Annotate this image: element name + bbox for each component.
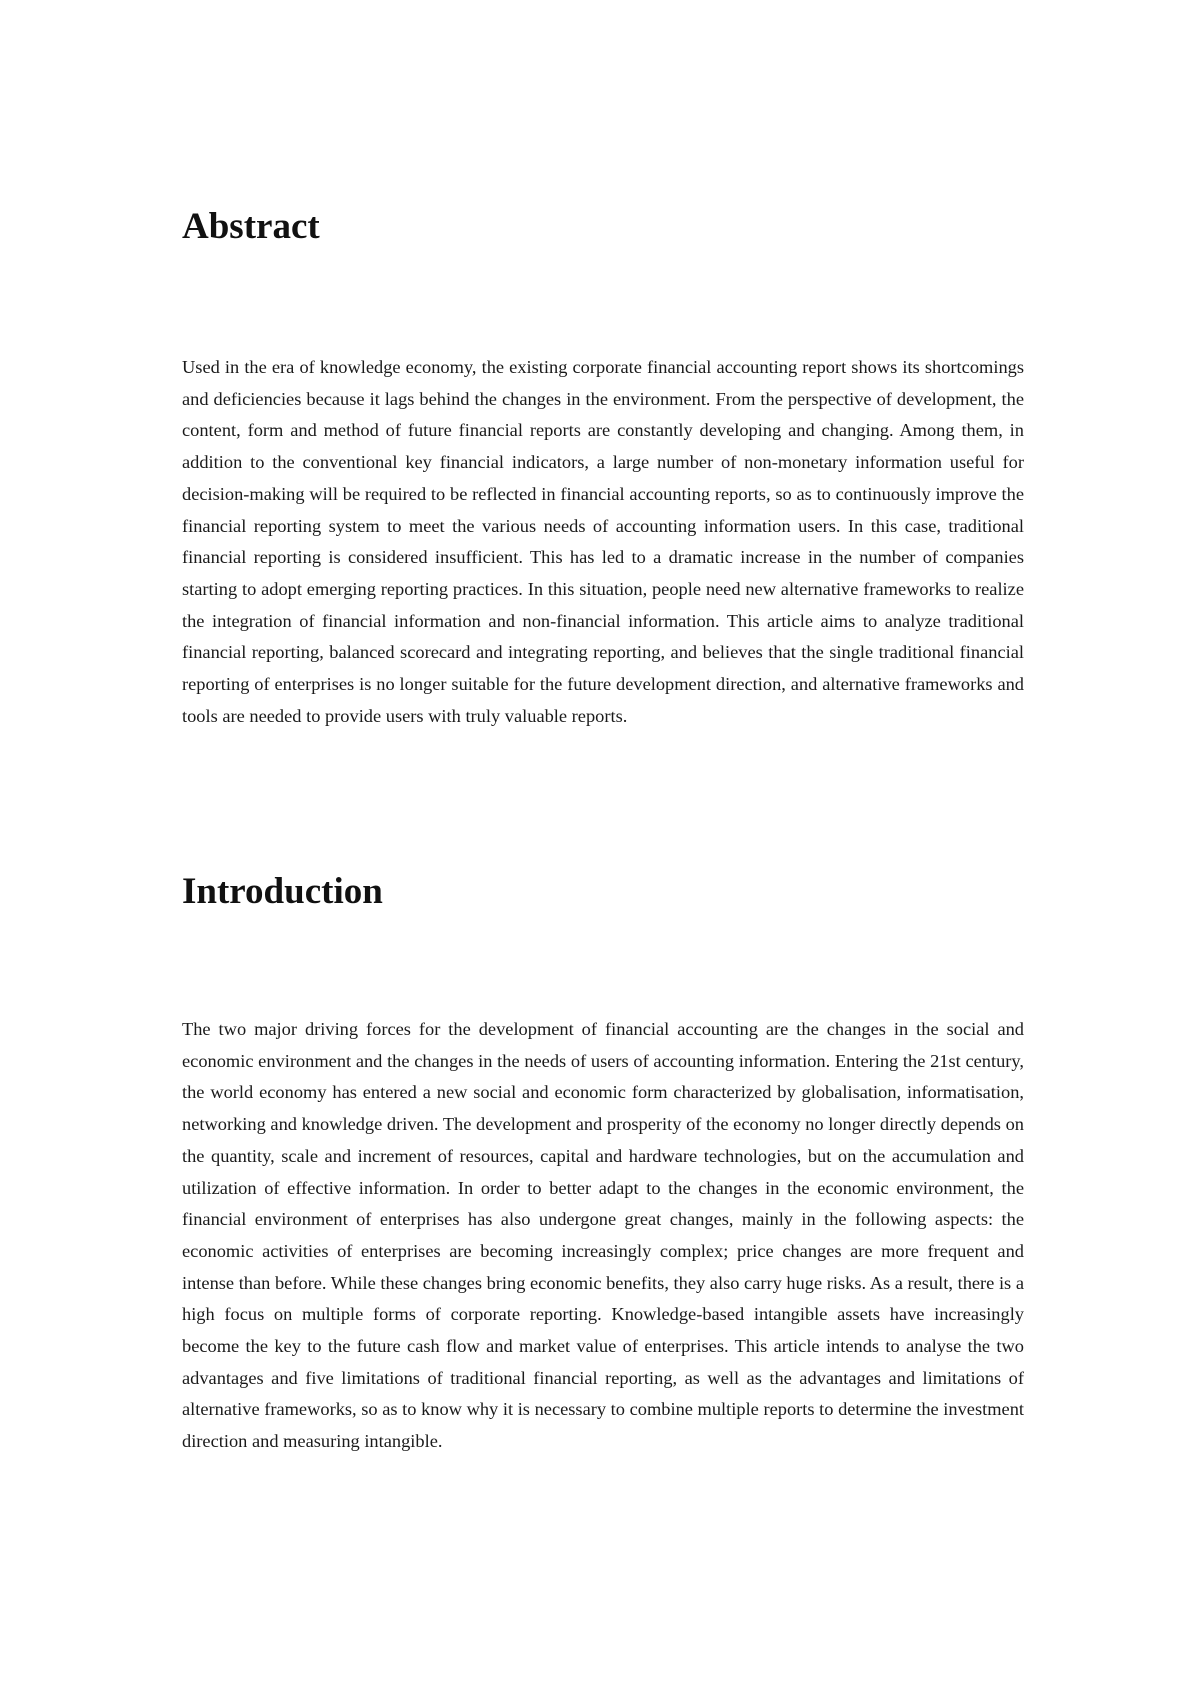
introduction-heading: Introduction	[182, 871, 383, 912]
introduction-paragraph: The two major driving forces for the development of financial accounting are the changes in the social and economic environment and the changes in the needs of users of accounting information. Entering the 21st century, the world economy has entered a new social and economic form characterized by globalisation, informatisation, networking and knowledge driven. The development and prosperity of the economy no longer directly depends on the quantity, scale and increment of resources, capital and hardware technologies, but on the accumulation and utilization of effective information. In order to better adapt to the changes in the economic environment, the financial environment of enterprises has also undergone great changes, mainly in the following aspects: the economic activities of enterprises are becoming increasingly complex; price changes are more frequent and intense than before. While these changes bring economic benefits, they also carry huge risks. As a result, there is a high focus on multiple forms of corporate reporting. Knowledge-based intangible assets have increasingly become the key to the future cash flow and market value of enterprises. This article intends to analyse the two advantages and five limitations of traditional financial reporting, as well as the advantages and limitations of alternative frameworks, so as to know why it is necessary to combine multiple reports to determine the investment direction and measuring intangible.	[182, 1019, 1024, 1452]
abstract-paragraph: Used in the era of knowledge economy, the existing corporate financial accounting report shows its shortcomings and deficiencies because it lags behind the changes in the environment. From the perspective of development, the content, form and method of future financial reports are constantly developing and changing. Among them, in addition to the conventional key financial indicators, a large number of non-monetary information useful for decision-making will be required to be reflected in financial accounting reports, so as to continuously improve the financial reporting system to meet the various needs of accounting information users. In this case, traditional financial reporting is considered insufficient. This has led to a dramatic increase in the number of companies starting to adopt emerging reporting practices. In this situation, people need new alternative frameworks to realize the integration of financial information and non-financial information. This article aims to analyze traditional financial reporting, balanced scorecard and integrating reporting, and believes that the single traditional financial reporting of enterprises is no longer suitable for the future development direction, and alternative frameworks and tools are needed to provide users with truly valuable reports.	[182, 357, 1024, 726]
abstract-heading: Abstract	[182, 206, 320, 247]
